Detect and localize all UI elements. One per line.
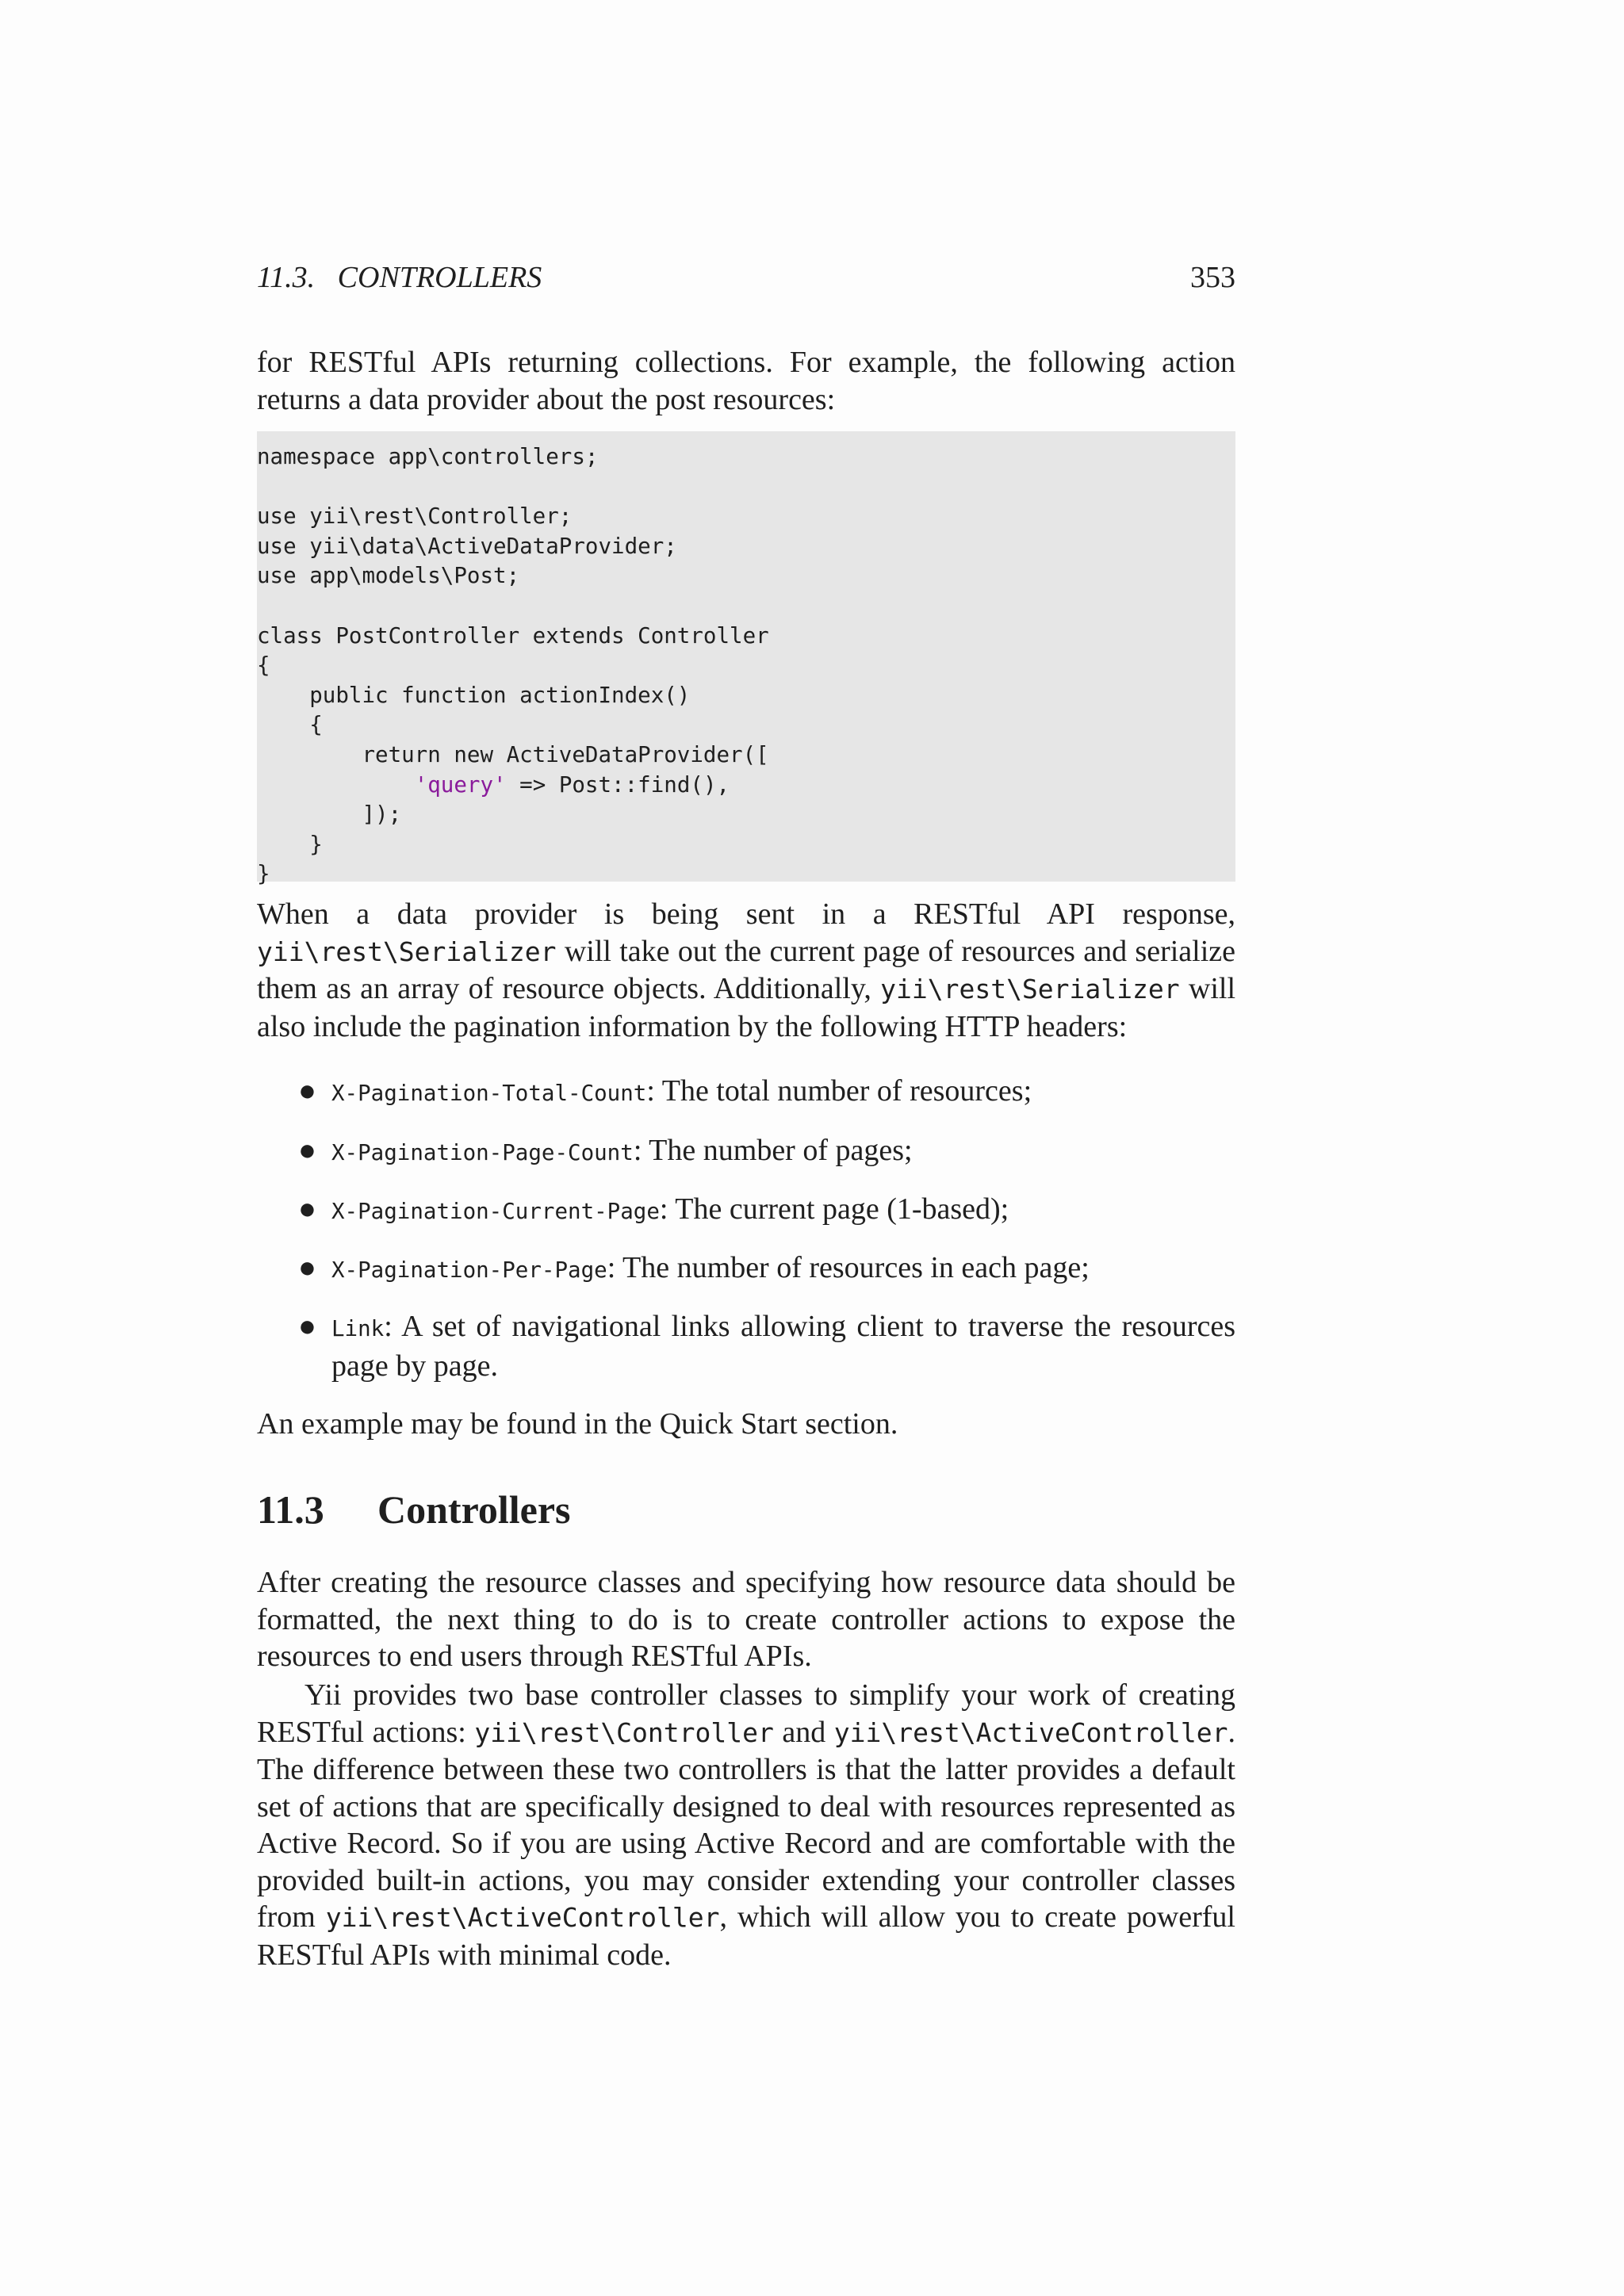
header-name: Link bbox=[331, 1316, 385, 1341]
text-segment: Yii provides two base controller classes to simplify your work of creating RESTful actions: bbox=[257, 1678, 1235, 1749]
header-desc: : The current page (1-based); bbox=[659, 1192, 1009, 1226]
header-name: X-Pagination-Current-Page bbox=[331, 1199, 660, 1224]
bullet-icon: ● bbox=[298, 1074, 316, 1108]
running-head-section: 11.3. CONTROLLERS bbox=[257, 261, 542, 294]
code-line: namespace app\controllers; bbox=[257, 444, 599, 469]
code-string: 'query' bbox=[414, 771, 507, 798]
text-segment: , which will allow you to create powerful RESTful APIs with minimal code. bbox=[257, 1900, 1235, 1972]
code-line: } bbox=[257, 861, 270, 887]
code-line: 'query' => Post::find(), bbox=[414, 771, 730, 798]
running-head bbox=[257, 260, 1235, 300]
code-block bbox=[257, 431, 1235, 887]
code-line: { bbox=[257, 712, 323, 738]
code-line: { bbox=[257, 652, 270, 679]
bullet-icon: ● bbox=[298, 1251, 316, 1284]
section-number: 11.3 bbox=[257, 1487, 324, 1532]
bullet-icon: ● bbox=[298, 1310, 316, 1343]
inline-code: yii\rest\ActiveController bbox=[833, 1716, 1228, 1748]
code-line: ]); bbox=[257, 802, 402, 828]
inline-code: yii\rest\Serializer bbox=[257, 936, 557, 967]
intro-paragraph: for RESTful APIs returning collections. For example, the following action returns a data provider about the post resources: bbox=[257, 346, 1235, 416]
text-segment: will also include the pagination information by the following HTTP headers: bbox=[257, 972, 1235, 1043]
serializer-paragraph bbox=[257, 896, 1235, 1045]
section-title: Controllers bbox=[377, 1487, 571, 1532]
code-line: public function actionIndex() bbox=[257, 682, 691, 708]
text-segment: and bbox=[773, 1715, 834, 1749]
code-line: use app\models\Post; bbox=[257, 563, 520, 589]
code-line: use yii\rest\Controller; bbox=[257, 503, 573, 530]
text-segment: will take out the current page of resources and serialize them as an array of resource objects. Additionally, bbox=[257, 934, 1235, 1005]
inline-code: yii\rest\Controller bbox=[474, 1716, 774, 1748]
text-segment: . The difference between these two controllers is that the latter provides a default set of actions that are specifically designed to deal with resources represented as Active Record. So if you are using Active Record and are comfortable with the provided built-in actions, you may consider extending your controller classes from bbox=[257, 1715, 1235, 1934]
bullet-icon: ● bbox=[298, 1134, 316, 1167]
header-desc: : The total number of resources; bbox=[646, 1074, 1032, 1108]
bullet-icon: ● bbox=[298, 1192, 316, 1226]
code-listing bbox=[257, 442, 769, 890]
code-line: class PostController extends Controller bbox=[257, 622, 769, 649]
code-line: use yii\data\ActiveDataProvider; bbox=[257, 533, 677, 559]
inline-code: yii\rest\Serializer bbox=[880, 974, 1180, 1004]
example-paragraph: An example may be found in the Quick Start section. bbox=[257, 1407, 898, 1441]
header-name: X-Pagination-Page-Count bbox=[331, 1140, 634, 1165]
header-desc: : The number of resources in each page; bbox=[607, 1251, 1090, 1284]
body-paragraph-2 bbox=[257, 1677, 1235, 1973]
header-desc: : The number of pages; bbox=[633, 1134, 913, 1167]
body-paragraph-1: After creating the resource classes and specifying how resource data should be formatted, the next thing to do is to create controller actions to expose the resources to end users through RESTful APIs. bbox=[257, 1566, 1235, 1673]
code-line: return new ActiveDataProvider([ bbox=[257, 741, 769, 767]
inline-code: yii\rest\ActiveController bbox=[325, 1902, 720, 1933]
header-name: X-Pagination-Per-Page bbox=[331, 1257, 607, 1283]
code-line: } bbox=[257, 831, 323, 857]
header-desc: : A set of navigational links allowing client to traverse the resources page by page. bbox=[331, 1310, 1235, 1383]
page-number: 353 bbox=[1190, 261, 1235, 294]
text-segment: When a data provider is being sent in a RESTful API response, bbox=[257, 897, 1235, 931]
header-name: X-Pagination-Total-Count bbox=[331, 1081, 647, 1106]
